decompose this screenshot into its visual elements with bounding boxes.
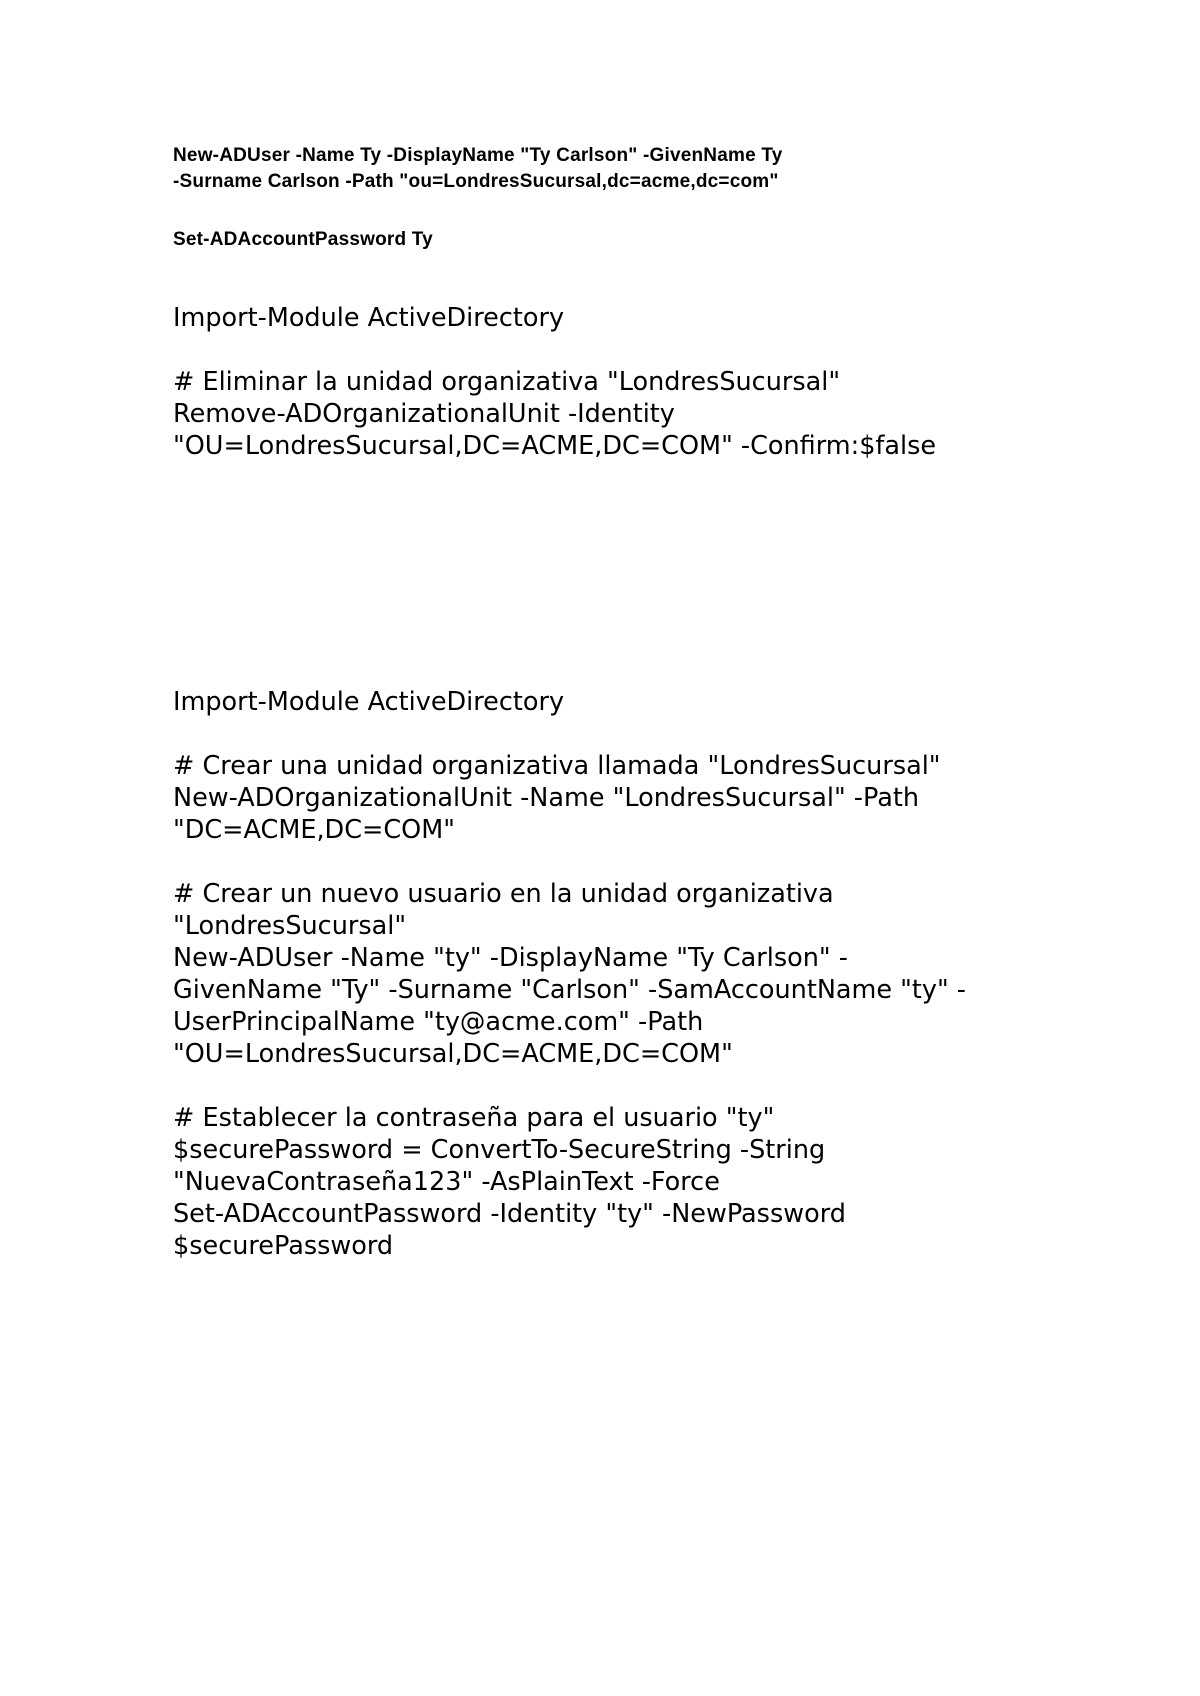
comment-line: # Crear una unidad organizativa llamada "LondresSucursal" (173, 751, 941, 781)
code-line: $securePassword (173, 1231, 394, 1261)
code-line: New-ADOrganizationalUnit -Name "LondresSucursal" -Path (173, 783, 920, 813)
code-line: GivenName "Ty" -Surname "Carlson" -SamAccountName "ty" - (173, 975, 967, 1005)
code-line: "OU=LondresSucursal,DC=ACME,DC=COM" -Confirm:$false (173, 431, 937, 461)
header-line: -Surname Carlson -Path "ou=LondresSucursal,dc=acme,dc=com" (173, 171, 779, 192)
code-line: "DC=ACME,DC=COM" (173, 815, 455, 845)
comment-line: "LondresSucursal" (173, 911, 407, 941)
header-line: New-ADUser -Name Ty -DisplayName "Ty Carlson" -GivenName Ty (173, 145, 783, 166)
code-line: Remove-ADOrganizationalUnit -Identity (173, 399, 675, 429)
comment-line: # Crear un nuevo usuario en la unidad organizativa (173, 879, 834, 909)
code-line: New-ADUser -Name "ty" -DisplayName "Ty Carlson" - (173, 943, 848, 973)
code-line: $securePassword = ConvertTo-SecureString -String (173, 1135, 826, 1165)
header-line: Set-ADAccountPassword Ty (173, 229, 433, 250)
code-line: "NuevaContraseña123" -AsPlainText -Force (173, 1167, 720, 1197)
code-line: UserPrincipalName "ty@acme.com" -Path (173, 1007, 704, 1037)
comment-line: # Eliminar la unidad organizativa "LondresSucursal" (173, 367, 841, 397)
code-line: Import-Module ActiveDirectory (173, 687, 565, 717)
code-line: Import-Module ActiveDirectory (173, 303, 565, 333)
code-line: "OU=LondresSucursal,DC=ACME,DC=COM" (173, 1039, 733, 1069)
comment-line: # Establecer la contraseña para el usuario "ty" (173, 1103, 775, 1133)
code-line: Set-ADAccountPassword -Identity "ty" -NewPassword (173, 1199, 846, 1229)
